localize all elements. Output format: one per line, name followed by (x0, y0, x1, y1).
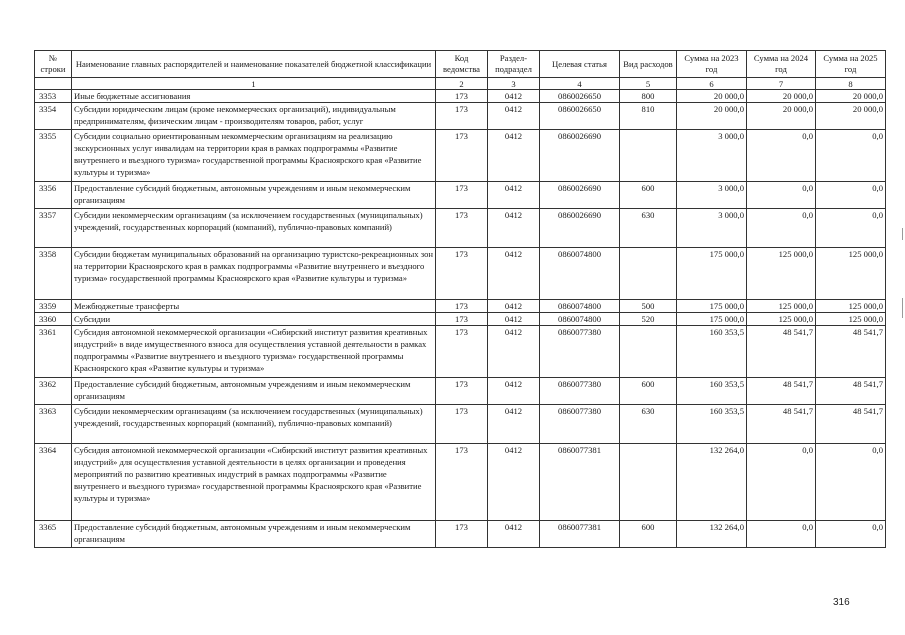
row-number-cell: 3362 (35, 378, 72, 405)
target-article-cell: 0860026650 (540, 103, 620, 130)
sum-2025-cell: 20 000,0 (816, 90, 886, 103)
row-name-cell: Предоставление субсидий бюджетным, автономным учреждениям и иным некоммерческим организациям (72, 521, 436, 548)
table-row (35, 378, 886, 405)
dept-code-cell: 173 (436, 405, 488, 444)
header-sum-2025: Сумма на 2025 год (816, 51, 886, 78)
expense-type-cell: 600 (620, 521, 677, 548)
dept-code-cell: 173 (436, 300, 488, 313)
section-cell: 0412 (488, 248, 540, 300)
dept-code-cell: 173 (436, 326, 488, 378)
sum-2024-cell: 0,0 (747, 130, 816, 182)
dept-code-cell: 173 (436, 182, 488, 209)
expense-type-cell: 630 (620, 405, 677, 444)
sum-2024-cell: 125 000,0 (747, 248, 816, 300)
header-sum-2023: Сумма на 2023 год (677, 51, 747, 78)
sum-2023-cell: 160 353,5 (677, 405, 747, 444)
row-number-cell: 3360 (35, 313, 72, 326)
row-name-cell: Предоставление субсидий бюджетным, автономным учреждениям и иным некоммерческим организациям (72, 378, 436, 405)
sum-2024-cell: 48 541,7 (747, 405, 816, 444)
table-row (35, 444, 886, 521)
sum-2024-cell: 0,0 (747, 521, 816, 548)
table-row (35, 521, 886, 548)
dept-code-cell: 173 (436, 378, 488, 405)
scan-margin-mark (902, 228, 903, 240)
row-number-cell: 3361 (35, 326, 72, 378)
row-name-cell: Субсидия автономной некоммерческой организации «Сибирский институт развития креативных индустрий» для осуществления уставной деятельности в целях организации и проведения мероприятий по развитию креативных индустрий в рамках подпрограммы «Развитие внутреннего и въездного туризма» государственной программы Красноярского края «Развитие культуры и туризма» (72, 444, 436, 521)
sum-2023-cell: 132 264,0 (677, 444, 747, 521)
table-row (35, 300, 886, 313)
section-cell: 0412 (488, 405, 540, 444)
column-number: 8 (816, 78, 886, 90)
dept-code-cell: 173 (436, 103, 488, 130)
row-name-cell: Субсидии юридическим лицам (кроме некоммерческих организаций), индивидуальным предпринимателям, физическим лицам - производителям товаров, работ, услуг (72, 103, 436, 130)
sum-2025-cell: 48 541,7 (816, 378, 886, 405)
table-row (35, 182, 886, 209)
target-article-cell: 0860077380 (540, 405, 620, 444)
expense-type-cell: 810 (620, 103, 677, 130)
expense-type-cell: 500 (620, 300, 677, 313)
row-name-cell: Иные бюджетные ассигнования (72, 90, 436, 103)
table-row (35, 313, 886, 326)
column-numbers-row (35, 78, 886, 90)
section-cell: 0412 (488, 300, 540, 313)
page-number: 316 (833, 597, 850, 608)
target-article-cell: 0860077381 (540, 444, 620, 521)
row-name-cell: Субсидии (72, 313, 436, 326)
sum-2025-cell: 125 000,0 (816, 248, 886, 300)
header-sum-2024: Сумма на 2024 год (747, 51, 816, 78)
section-cell: 0412 (488, 182, 540, 209)
target-article-cell: 0860074800 (540, 248, 620, 300)
column-number: 1 (72, 78, 436, 90)
sum-2024-cell: 48 541,7 (747, 378, 816, 405)
target-article-cell: 0860077380 (540, 378, 620, 405)
expense-type-cell: 600 (620, 182, 677, 209)
expense-type-cell (620, 130, 677, 182)
table-row (35, 103, 886, 130)
sum-2024-cell: 125 000,0 (747, 313, 816, 326)
scan-margin-mark (902, 298, 903, 318)
budget-table-sheet (34, 50, 885, 548)
dept-code-cell: 173 (436, 313, 488, 326)
section-cell: 0412 (488, 444, 540, 521)
header-expense-type: Вид расходов (620, 51, 677, 78)
row-name-cell: Межбюджетные трансферты (72, 300, 436, 313)
sum-2024-cell: 20 000,0 (747, 103, 816, 130)
expense-type-cell: 600 (620, 378, 677, 405)
table-row (35, 130, 886, 182)
sum-2025-cell: 20 000,0 (816, 103, 886, 130)
column-number: 2 (436, 78, 488, 90)
section-cell: 0412 (488, 378, 540, 405)
sum-2023-cell: 175 000,0 (677, 248, 747, 300)
budget-table (34, 50, 886, 548)
header-target-article: Целевая статья (540, 51, 620, 78)
sum-2023-cell: 175 000,0 (677, 300, 747, 313)
sum-2023-cell: 175 000,0 (677, 313, 747, 326)
target-article-cell: 0860026690 (540, 209, 620, 248)
column-number: 3 (488, 78, 540, 90)
sum-2024-cell: 0,0 (747, 444, 816, 521)
target-article-cell: 0860077381 (540, 521, 620, 548)
expense-type-cell: 800 (620, 90, 677, 103)
row-name-cell: Субсидии некоммерческим организациям (за исключением государственных (муниципальных) учреждений, государственных корпораций (компаний), публично-правовых компаний) (72, 209, 436, 248)
column-number (35, 78, 72, 90)
sum-2025-cell: 125 000,0 (816, 300, 886, 313)
sum-2025-cell: 0,0 (816, 209, 886, 248)
dept-code-cell: 173 (436, 444, 488, 521)
section-cell: 0412 (488, 521, 540, 548)
header-section: Раздел-подраздел (488, 51, 540, 78)
dept-code-cell: 173 (436, 130, 488, 182)
dept-code-cell: 173 (436, 521, 488, 548)
row-name-cell: Субсидия автономной некоммерческой организации «Сибирский институт развития креативных индустрий» в виде имущественного взноса для осуществления уставной деятельности в рамках подпрограммы «Развитие внутреннего и въездного туризма» государственной программы Красноярского края «Развитие культуры и туризма» (72, 326, 436, 378)
sum-2023-cell: 160 353,5 (677, 326, 747, 378)
sum-2023-cell: 3 000,0 (677, 209, 747, 248)
section-cell: 0412 (488, 90, 540, 103)
section-cell: 0412 (488, 103, 540, 130)
sum-2023-cell: 160 353,5 (677, 378, 747, 405)
header-dept-code: Код ведомства (436, 51, 488, 78)
row-name-cell: Субсидии социально ориентированным некоммерческим организациям на реализацию экскурсионных услуг инвалидам на территории края в рамках подпрограммы «Развитие внутреннего и въездного туризма» государственной программы Красноярского края «Развитие культуры и туризма» (72, 130, 436, 182)
column-number: 4 (540, 78, 620, 90)
dept-code-cell: 173 (436, 90, 488, 103)
sum-2023-cell: 3 000,0 (677, 182, 747, 209)
expense-type-cell (620, 444, 677, 521)
sum-2025-cell: 0,0 (816, 521, 886, 548)
section-cell: 0412 (488, 326, 540, 378)
row-number-cell: 3357 (35, 209, 72, 248)
sum-2023-cell: 3 000,0 (677, 130, 747, 182)
sum-2025-cell: 0,0 (816, 444, 886, 521)
row-name-cell: Субсидии бюджетам муниципальных образований на организацию туристско-рекреационных зон на территории Красноярского края в рамках подпрограммы «Развитие внутреннего и въездного туризма» государственной программы Красноярского края «Развитие культуры и туризма» (72, 248, 436, 300)
table-row (35, 248, 886, 300)
target-article-cell: 0860074800 (540, 300, 620, 313)
sum-2025-cell: 0,0 (816, 182, 886, 209)
sum-2024-cell: 20 000,0 (747, 90, 816, 103)
row-number-cell: 3354 (35, 103, 72, 130)
column-number: 6 (677, 78, 747, 90)
header-name: Наименование главных распорядителей и наименование показателей бюджетной классификации (72, 51, 436, 78)
expense-type-cell (620, 248, 677, 300)
sum-2024-cell: 0,0 (747, 182, 816, 209)
table-row (35, 326, 886, 378)
dept-code-cell: 173 (436, 209, 488, 248)
sum-2024-cell: 48 541,7 (747, 326, 816, 378)
column-number: 5 (620, 78, 677, 90)
sum-2025-cell: 0,0 (816, 130, 886, 182)
target-article-cell: 0860026690 (540, 130, 620, 182)
row-name-cell: Субсидии некоммерческим организациям (за исключением государственных (муниципальных) учреждений, государственных корпораций (компаний), публично-правовых компаний) (72, 405, 436, 444)
expense-type-cell: 520 (620, 313, 677, 326)
row-number-cell: 3363 (35, 405, 72, 444)
section-cell: 0412 (488, 209, 540, 248)
row-number-cell: 3353 (35, 90, 72, 103)
row-name-cell: Предоставление субсидий бюджетным, автономным учреждениям и иным некоммерческим организациям (72, 182, 436, 209)
sum-2023-cell: 20 000,0 (677, 103, 747, 130)
sum-2025-cell: 48 541,7 (816, 405, 886, 444)
sum-2025-cell: 48 541,7 (816, 326, 886, 378)
target-article-cell: 0860074800 (540, 313, 620, 326)
row-number-cell: 3364 (35, 444, 72, 521)
table-row (35, 209, 886, 248)
row-number-cell: 3359 (35, 300, 72, 313)
expense-type-cell (620, 326, 677, 378)
header-row (35, 51, 886, 78)
header-row-number: № строки (35, 51, 72, 78)
table-body (35, 90, 886, 548)
row-number-cell: 3365 (35, 521, 72, 548)
sum-2025-cell: 125 000,0 (816, 313, 886, 326)
sum-2023-cell: 20 000,0 (677, 90, 747, 103)
target-article-cell: 0860026650 (540, 90, 620, 103)
table-row (35, 90, 886, 103)
expense-type-cell: 630 (620, 209, 677, 248)
row-number-cell: 3356 (35, 182, 72, 209)
section-cell: 0412 (488, 130, 540, 182)
column-number: 7 (747, 78, 816, 90)
section-cell: 0412 (488, 313, 540, 326)
target-article-cell: 0860026690 (540, 182, 620, 209)
row-number-cell: 3358 (35, 248, 72, 300)
sum-2024-cell: 0,0 (747, 209, 816, 248)
row-number-cell: 3355 (35, 130, 72, 182)
target-article-cell: 0860077380 (540, 326, 620, 378)
table-row (35, 405, 886, 444)
sum-2023-cell: 132 264,0 (677, 521, 747, 548)
dept-code-cell: 173 (436, 248, 488, 300)
sum-2024-cell: 125 000,0 (747, 300, 816, 313)
